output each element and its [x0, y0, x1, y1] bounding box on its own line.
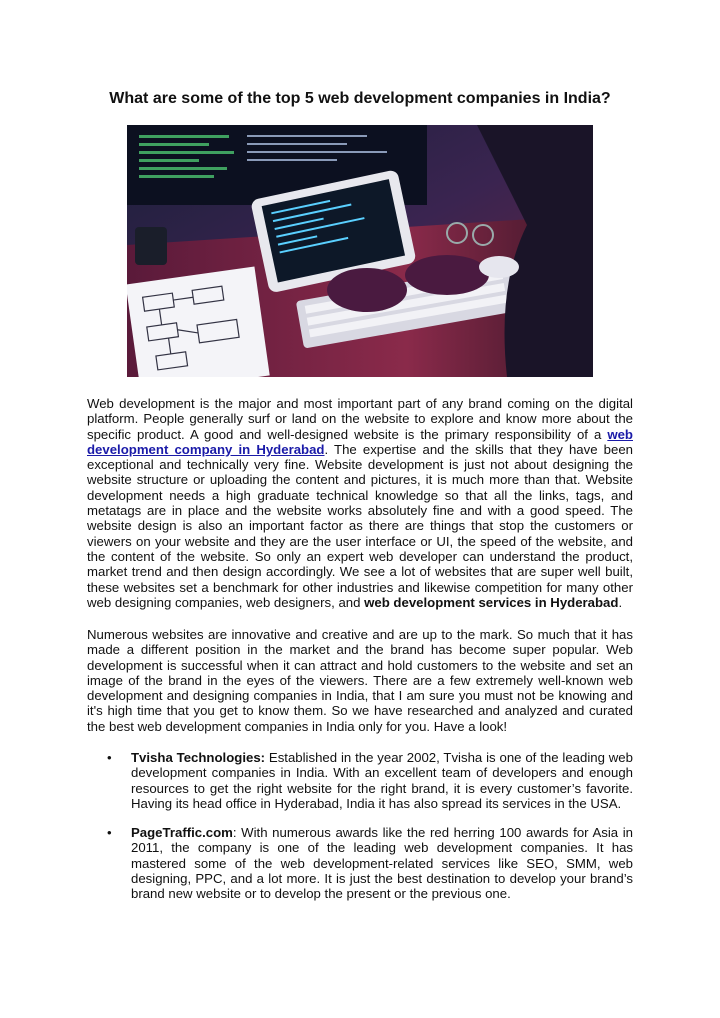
developer-at-keyboard-photo-icon — [127, 125, 593, 377]
bullet-icon: • — [107, 825, 112, 841]
intro-text-end: . — [618, 594, 623, 610]
page-title: What are some of the top 5 web development companies in India? — [109, 90, 611, 107]
intro-text-continued: . The expertise and the skills that they have been exceptional and technically very fine. Website development is just not about designing the website structure or uploading the content and pictures, it is much more than that. Website development needs a high graduate technical knowledge so that all the links, tags, and metatags are in place and the website works absolutely fine and with a good speed. The website design is also an important factor as there are things that stop the customers or viewers on your website and they are the user interface or UI, the speed of the website, and the content of the website. So only an expert web developer can understand the product, market trend and then design accordingly. We see a lot of websites that are super well built, these websites set a benchmark for other industries and likewise competition for many other web designing companies, web designers, and — [87, 441, 633, 610]
companies-list — [87, 750, 633, 916]
web-development-company-link[interactable]: web development company in Hyderabad — [87, 426, 633, 457]
intro-paragraph — [87, 396, 633, 610]
company-description: : With numerous awards like the red herring 100 awards for Asia in 2011, the company is one of the leading web development companies. It has mastered some of the web development-related services like SEO, SMM, web designing, PPC, and a lot more. It is just the best destination to develop your brand’s brand new website or to develop the present or the previous one. — [131, 825, 633, 902]
list-item — [87, 825, 633, 901]
intro-text: Web development is the major and most important part of any brand coming on the digital platform. People generally surf or land on the website to explore and know more about the specific product. A good and well-designed website is the primary responsibility of a — [87, 396, 633, 442]
bullet-icon: • — [107, 750, 112, 765]
services-bold-text: web development services in Hyderabad — [364, 594, 619, 610]
company-name: Tvisha Technologies: — [131, 750, 266, 765]
company-description: Established in the year 2002, Tvisha is one of the leading web development companies in India. With an excellent team of developers and enough resources to get the right website for the right brand, it is every customer’s favorite. Having its head office in Hyderabad, India it has also spread its services in the USA. — [131, 750, 633, 811]
company-name: PageTraffic.com — [131, 825, 233, 841]
second-paragraph: Numerous websites are innovative and creative and are up to the mark. So much that it has made a different position in the market and the brand has become super popular. Web development is successful when it can attract and hold customers to the website and set an image of the brand in the eyes of the viewers. There are a few extremely well-known web development and designing companies in India, that I am sure you must not be knowing and it's high time that you get to know them. So we have researched and analyzed and curated the best web development companies in India only for you. Have a look! — [87, 627, 633, 734]
list-item — [87, 750, 633, 811]
hero-image — [127, 125, 593, 377]
